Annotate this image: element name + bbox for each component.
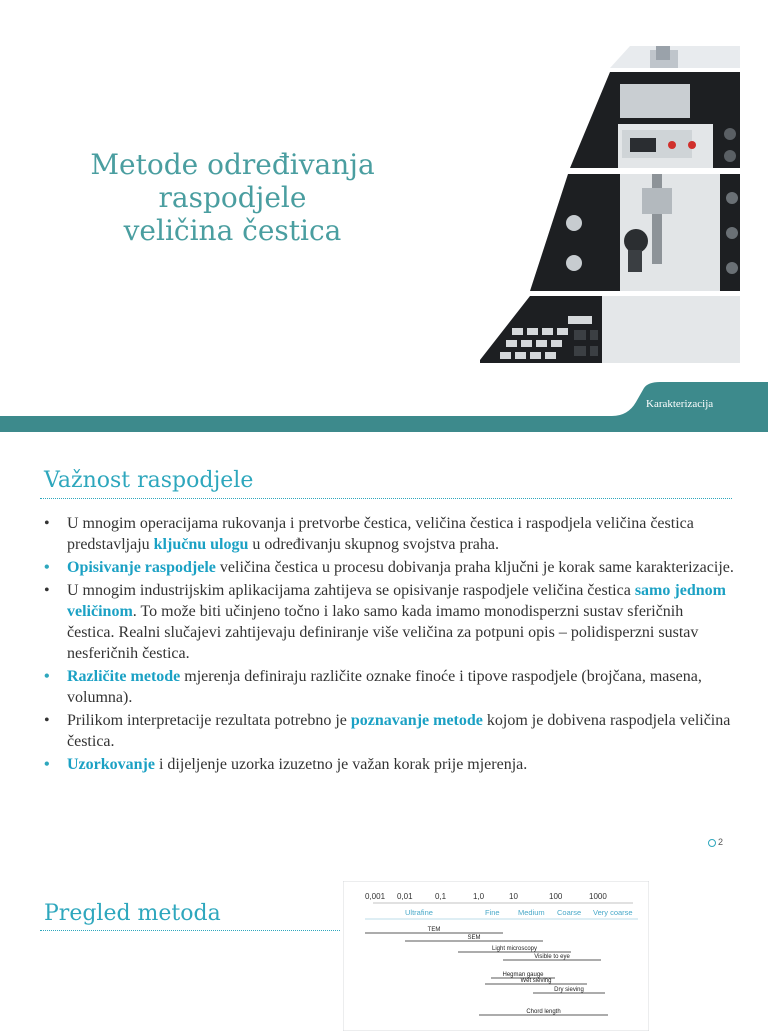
methods-slide [0,864,768,1024]
bullet-dot: • [44,756,50,773]
highlighted-term: Uzorkovanje [67,756,155,773]
bullet-item [44,666,734,708]
bullet-dot: • [44,559,50,576]
bullet-text: mjerenja definiraju različite oznake finoće i tipove raspodjele (brojčana, masena, volumna). [67,668,702,706]
bullet-dot: • [44,515,50,532]
section-label: Karakterizacija [646,398,714,410]
title-line-1: Metode određivanja raspodjele [90,148,375,214]
method-label: Hegman gauge [502,972,544,978]
bullet-item [44,754,734,775]
title-slide [0,0,768,432]
bullet-text: u određivanju skupnog svojstva praha. [248,536,499,553]
methods-range-diagram [343,881,649,1031]
size-class-label: Fine [485,908,500,917]
slide-heading: Pregled metoda [44,901,221,926]
size-class-label: Medium [518,908,545,917]
heading-divider [40,930,340,931]
size-class-label: Ultrafine [405,908,433,917]
highlighted-term: Opisivanje raspodjele [67,559,216,576]
method-label: SEM [467,935,481,941]
method-label: Dry sieving [554,987,584,993]
scale-label: 10 [509,892,518,901]
method-label: TEM [427,927,441,933]
highlighted-term: samo jednom veličinom [67,582,726,620]
slide-heading: Važnost raspodjele [44,468,254,493]
instrument-photo [470,38,740,363]
bullet-text: kojom je dobivena raspodjela veličina čestica. [67,712,731,750]
page-circle-icon [708,839,716,847]
page-number: 2 [708,837,723,847]
content-slide [0,432,768,864]
scale-label: 0,1 [435,892,447,901]
bullet-item [44,580,734,664]
highlighted-term: Različite metode [67,668,181,685]
method-label: Wet sieving [520,978,552,984]
scale-label: 0,001 [365,892,386,901]
bullet-dot: • [44,582,50,599]
bullet-text: Prilikom interpretacije rezultata potrebno je [67,712,351,729]
bullet-item [44,557,734,578]
scale-label: 1,0 [473,892,485,901]
size-class-label: Coarse [557,908,582,917]
slide-title [20,148,445,247]
bullet-dot: • [44,668,50,685]
bullet-text: . To može biti učinjeno točno i lako samo kada imamo monodisperzni sustav sferičnih čestica. Realni slučajevi zahtijevaju definiranje više veličina za potpuni opis – polidisperzni sustav nesferičnih čestica. [67,603,699,662]
bullet-item [44,710,734,752]
bullet-item [44,513,734,555]
bullet-text: veličina čestica u procesu dobivanja praha ključni je korak same karakterizacije. [215,559,734,576]
highlighted-term: poznavanje metode [350,712,483,729]
method-label: Light microscopy [491,946,538,952]
bullet-text: i dijeljenje uzorka izuzetno je važan korak prije mjerenja. [154,756,528,773]
size-class-label: Very coarse [593,908,633,917]
scale-label: 1000 [589,892,607,901]
title-line-2: veličina čestica [123,214,342,247]
highlighted-term: ključnu ulogu [153,536,249,553]
method-label: Chord length [526,1009,561,1015]
scale-label: 100 [549,892,563,901]
bullet-text: U mnogim industrijskim aplikacijama zahtijeva se opisivanje raspodjele veličina čestica [67,582,635,599]
heading-divider [40,498,732,499]
bullet-list [44,513,734,777]
bullet-dot: • [44,712,50,729]
method-label: Visible to eye [534,954,570,960]
scale-label: 0,01 [397,892,413,901]
bullet-text: U mnogim operacijama rukovanja i pretvorbe čestica, veličina čestica i raspodjela veličina čestica predstavljaju [67,515,694,553]
